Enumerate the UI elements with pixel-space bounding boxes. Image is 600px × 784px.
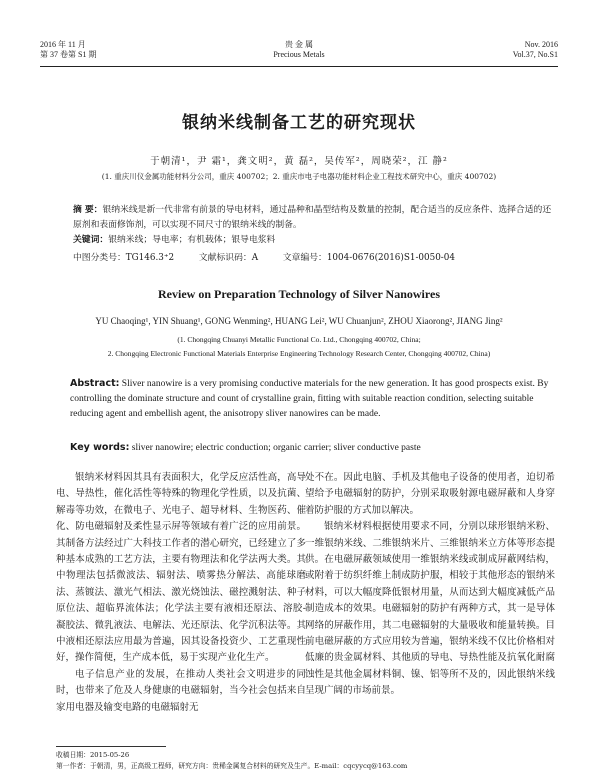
keywords-cn bbox=[73, 233, 553, 248]
body-paragraph: 处不在。因此电脑、手机及其他电子设备的使用者，迫切希望给予电磁辐射的防护，分别采取吸射源电磁屏蔽和人身穿着防护服的方式加以解决。 bbox=[305, 472, 555, 516]
journal-name-en: Precious Metals bbox=[273, 50, 325, 59]
paper-title-cn: 银纳米线制备工艺的研究现状 bbox=[182, 113, 416, 133]
paper-title-en: Review on Preparation Technology of Silver Nanowires bbox=[158, 287, 440, 301]
affiliation-en-1: (1. Chongqing Chuanyi Metallic Functional Co. Ltd., Chongqing 400702, China; bbox=[177, 335, 421, 344]
document-code: 文献标识码：A bbox=[198, 253, 259, 263]
header-volume-cn: 第 37 卷第 S1 期 bbox=[40, 50, 97, 59]
header-rule bbox=[40, 66, 558, 67]
keywords-en-label: Key words: bbox=[70, 442, 130, 453]
footnote bbox=[56, 750, 556, 772]
abstract-en bbox=[70, 376, 554, 422]
abstract-en-text: Sliver nanowire is a very promising conductive materials for the new generation. It has good prospects exist. By controlling the dominate structure and count of crystalline grain, fitting with suitable reaction condition, selecting suitable reducing agent and embellish agent, the anisotropy sliver nanowires can be made. bbox=[70, 379, 549, 419]
abstract-cn bbox=[73, 203, 553, 248]
clc-number: 中图分类号：TG146.3⁺2 bbox=[73, 253, 175, 263]
body-paragraph: 银纳米材料根据使用要求不同，分别以球形银纳米粉、一维银纳米线、二维银纳米片、三维银纳米立方体等形态提供。在电磁屏蔽领域使用一维银纳米线或制成屏蔽网结构，或附着于纺织纤维上制成防护服，相较于其他形态的银纳米材料，可以大幅度降低银材用量，从而达到大幅度减低产品制造成本的效果。电磁辐射的防护有两种方式，其一是导体网络的屏蔽作用，其二电磁辐射的大量吸收和能量转换。目前电磁屏蔽的方式应用较为普遍，银纳米线不仅比价格相对低廉的贵金属材料、其他质的导电、导热性能及抗氧化耐腐蚀性是其他金属材料铜、镍、铝等所不及的，因此银纳米线呈现广阔的市场前景。 bbox=[305, 521, 555, 697]
running-header bbox=[40, 40, 558, 66]
footnote-rule bbox=[56, 746, 166, 747]
body-column-right bbox=[305, 470, 555, 700]
keywords-en-text: sliver nanowire; electric conduction; organic carrier; sliver conductive paste bbox=[129, 443, 421, 453]
received-date: 收稿日期：2015-05-26 bbox=[56, 751, 130, 759]
header-volume-en: Vol.37, No.S1 bbox=[512, 50, 558, 59]
keywords-cn-label: 关键词： bbox=[73, 235, 109, 245]
article-number: 文章编号：1004-0676(2016)S1-0050-04 bbox=[282, 253, 455, 263]
abstract-cn-text: 银纳米线是新一代非常有前景的导电材料，通过晶种和晶型结构及数量的控制，配合适当的反应条件、选择合适的还原剂和表面修饰剂，可以实现不同尺寸的银纳米线的制备。 bbox=[73, 205, 552, 230]
affiliations-en bbox=[40, 333, 558, 361]
header-issue-en bbox=[513, 40, 558, 60]
header-journal bbox=[40, 40, 558, 60]
journal-name-cn: 贵 金 属 bbox=[285, 40, 313, 49]
header-date-en: Nov. 2016 bbox=[524, 40, 558, 49]
keywords-en bbox=[70, 442, 554, 453]
first-author-info: 第一作者：于朝清，男，正高级工程师，研究方向：贵稀金属复合材料的研究及生产。E-mail：cqcyycq@163.com bbox=[56, 762, 408, 770]
affiliation-en-2: 2. Chongqing Electronic Functional Materials Enterprise Engineering Technology Research Center, Chongqing 400702, China) bbox=[107, 349, 491, 358]
body-column-left bbox=[56, 470, 306, 716]
authors-cn: 于朝清¹，尹 霜¹，龚文明²，黄 磊²，吴传军²，周晓荣²，江 静² bbox=[150, 156, 448, 167]
body-paragraph: 银纳米材料因其具有表面积大，化学反应活性高，高导电、导热性，催化活性等特殊的物理化学性质，以及抗菌、解毒等功效，在微电子、光电子、超导材料、生物医药、催化、防电磁辐射及柔性显示屏等领域有着广泛的应用前景。其制备方法经过广大科技工作者的潜心研究，已经建立了多种基本成熟的工艺方法，主要有物理法和化学法两大类。其中物理法包括微波法、辐射法、喷雾热分解法、高能球磨法、蒸镀法、激光气相法、激光烧蚀法、磁控溅射法、种子原位法、超临界流体法；化学法主要有液相还原法、溶胶-凝胶法、微乳液法、电解法、光还原法、化学沉积法等。其中液相还原法应用最为普遍，因其设备投资少、工艺重现性好，操作简便，生产成本低，易于实现产业化生产。 bbox=[56, 472, 306, 664]
affiliations-cn: (1. 重庆川仪金属功能材料分公司，重庆 400702；2. 重庆市电子电器功能材料企业工程技术研究中心，重庆 400702) bbox=[101, 172, 497, 181]
authors-en: YU Chaoqing¹, YIN Shuang¹, GONG Wenming², HUANG Lei², WU Chuanjun², ZHOU Xiaorong², JIANG Jing² bbox=[95, 316, 503, 326]
abstract-cn-paragraph bbox=[73, 203, 553, 233]
abstract-en-label: Abstract: bbox=[70, 378, 120, 389]
abstract-cn-label: 摘 要： bbox=[73, 205, 103, 215]
keywords-cn-text: 银纳米线；导电率；有机载体；银导电浆料 bbox=[108, 235, 276, 245]
body-paragraph: 电子信息产业的发展，在推动人类社会文明进步的同时，也带来了危及人身健康的电磁辐射，当今社会包括来自家用电器及输变电路的电磁辐射无 bbox=[56, 668, 306, 713]
header-date-cn: 2016 年 11 月 bbox=[40, 40, 86, 49]
classification-line bbox=[73, 250, 553, 263]
